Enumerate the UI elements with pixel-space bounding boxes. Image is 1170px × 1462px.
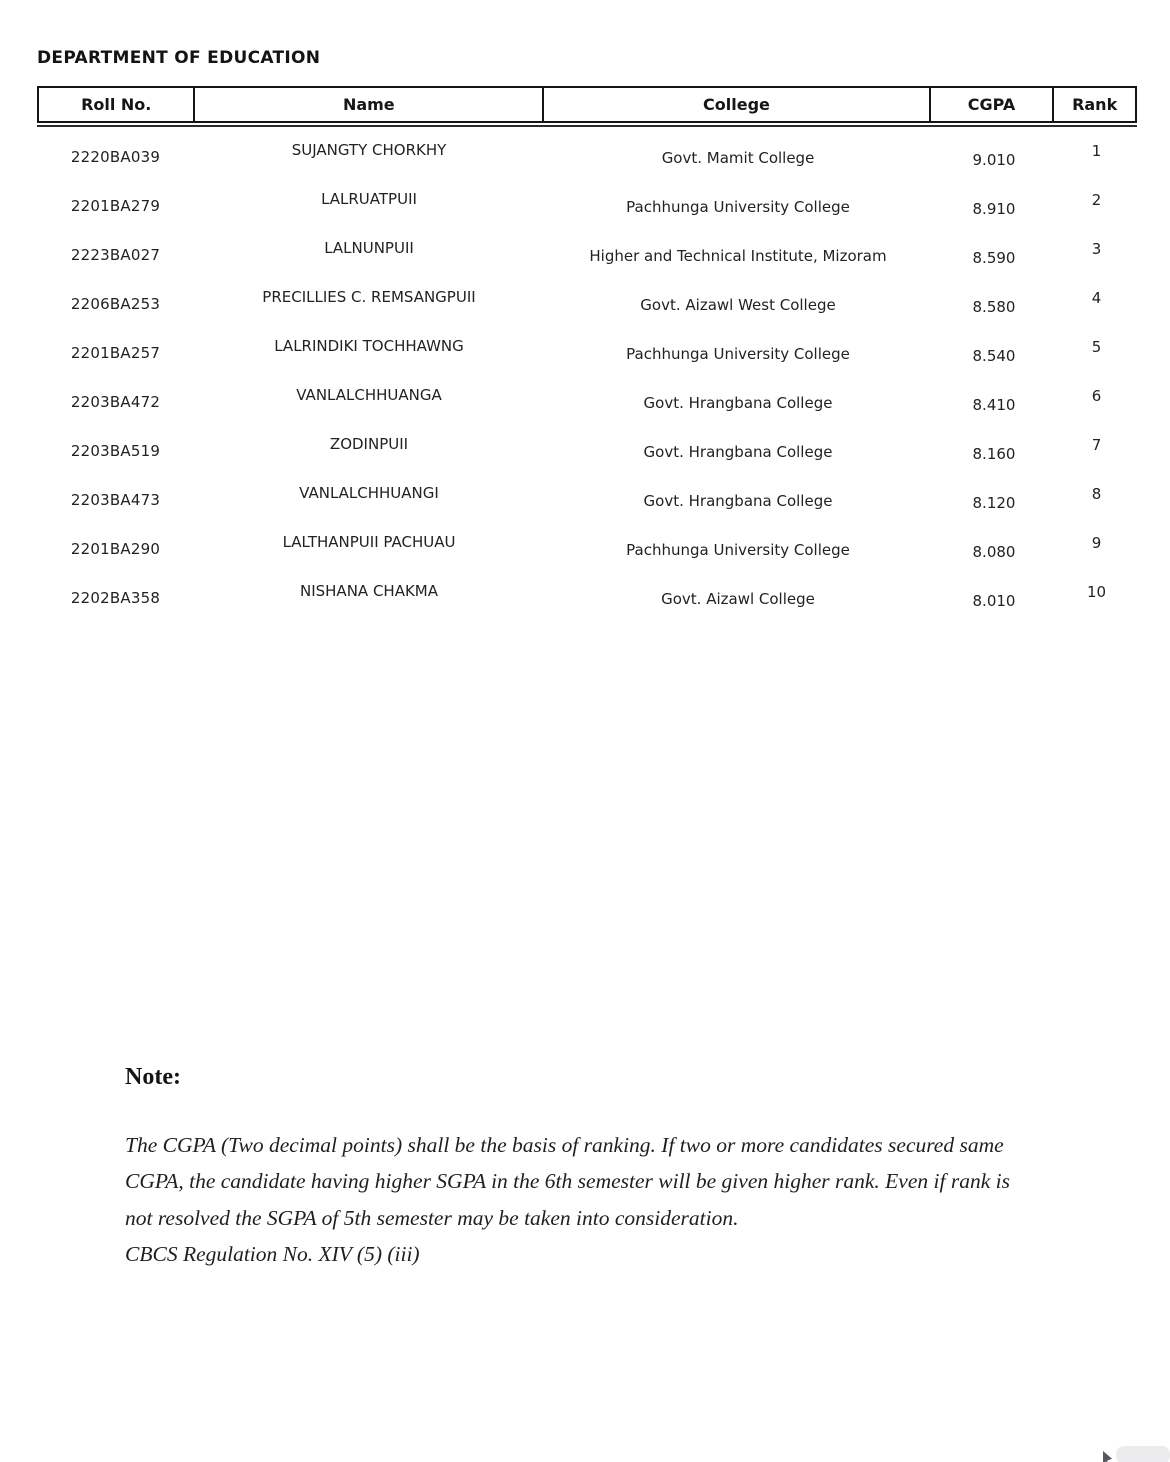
cell-college: Govt. Aizawl West College xyxy=(640,296,836,314)
cell-name: LALRINDIKI TOCHHAWNG xyxy=(274,337,464,355)
cell-rank: 9 xyxy=(1091,534,1102,552)
cell-college: Higher and Technical Institute, Mizoram xyxy=(589,247,887,265)
table-row xyxy=(37,478,1137,527)
table-row xyxy=(37,135,1137,184)
cell-rank: 5 xyxy=(1091,338,1102,356)
cell-name: ZODINPUII xyxy=(329,435,409,453)
col-header-cgpa: CGPA xyxy=(931,88,1055,121)
cell-rank: 10 xyxy=(1086,583,1107,601)
table-row xyxy=(37,527,1137,576)
cell-cgpa: 8.410 xyxy=(972,396,1016,414)
note-line: CGPA, the candidate having higher SGPA in the 6th semester will be given higher rank. Even if rank is xyxy=(125,1169,1010,1194)
cell-name: LALRUATPUII xyxy=(321,190,417,208)
table-body xyxy=(37,135,1137,625)
col-header-college: College xyxy=(544,88,931,121)
cell-college: Pachhunga University College xyxy=(626,198,850,216)
cell-name: VANLALCHHUANGI xyxy=(299,484,439,502)
col-header-name: Name xyxy=(195,88,544,121)
cell-name: VANLALCHHUANGA xyxy=(296,386,442,404)
cell-college: Pachhunga University College xyxy=(626,345,850,363)
table-row xyxy=(37,576,1137,625)
cell-cgpa: 8.010 xyxy=(972,592,1016,610)
cell-rank: 6 xyxy=(1091,387,1102,405)
cell-roll-no: 2202BA358 xyxy=(70,589,161,607)
cell-roll-no: 2203BA473 xyxy=(70,491,161,509)
cell-college: Govt. Hrangbana College xyxy=(643,492,833,510)
cell-rank: 8 xyxy=(1091,485,1102,503)
cell-college: Govt. Hrangbana College xyxy=(643,443,833,461)
cell-name: LALTHANPUII PACHUAU xyxy=(282,533,456,551)
cell-rank: 4 xyxy=(1091,289,1102,307)
cell-cgpa: 8.590 xyxy=(972,249,1016,267)
cell-college: Pachhunga University College xyxy=(626,541,850,559)
note-title: Note: xyxy=(125,1064,181,1090)
cell-roll-no: 2223BA027 xyxy=(70,246,161,264)
note-citation: CBCS Regulation No. XIV (5) (iii) xyxy=(125,1242,420,1267)
cell-roll-no: 2201BA257 xyxy=(70,344,161,362)
cell-roll-no: 2201BA279 xyxy=(70,197,161,215)
mouse-cursor-icon xyxy=(1103,1451,1112,1462)
cell-roll-no: 2203BA519 xyxy=(70,442,161,460)
cell-cgpa: 9.010 xyxy=(972,151,1016,169)
cell-college: Govt. Mamit College xyxy=(661,149,815,167)
table-header-row xyxy=(37,86,1137,123)
table-row xyxy=(37,331,1137,380)
table-row xyxy=(37,184,1137,233)
cell-roll-no: 2203BA472 xyxy=(70,393,161,411)
cell-name: NISHANA CHAKMA xyxy=(299,582,438,600)
table-row xyxy=(37,429,1137,478)
note-body xyxy=(125,1127,1010,1273)
header-underline xyxy=(37,125,1137,127)
rank-table xyxy=(37,86,1137,625)
cell-roll-no: 2201BA290 xyxy=(70,540,161,558)
note-line: The CGPA (Two decimal points) shall be the basis of ranking. If two or more candidates secured same xyxy=(125,1133,1004,1157)
cell-cgpa: 8.580 xyxy=(972,298,1016,316)
cell-college: Govt. Aizawl College xyxy=(661,590,815,608)
cell-roll-no: 2206BA253 xyxy=(70,295,161,313)
cell-roll-no: 2220BA039 xyxy=(70,148,161,166)
table-row xyxy=(37,233,1137,282)
cell-cgpa: 8.120 xyxy=(972,494,1016,512)
note-line: not resolved the SGPA of 5th semester may be taken into consideration. xyxy=(125,1205,739,1230)
cell-cgpa: 8.080 xyxy=(972,543,1016,561)
cell-cgpa: 8.910 xyxy=(972,200,1016,218)
cell-name: SUJANGTY CHORKHY xyxy=(291,141,447,159)
cell-rank: 3 xyxy=(1091,240,1102,258)
table-row xyxy=(37,380,1137,429)
page-title: DEPARTMENT OF EDUCATION xyxy=(37,48,321,68)
cell-cgpa: 8.160 xyxy=(972,445,1016,463)
cell-cgpa: 8.540 xyxy=(972,347,1016,365)
cell-college: Govt. Hrangbana College xyxy=(643,394,833,412)
cell-name: PRECILLIES C. REMSANGPUII xyxy=(262,288,476,306)
cell-name: LALNUNPUII xyxy=(324,239,414,257)
cell-rank: 2 xyxy=(1091,191,1102,209)
cell-rank: 1 xyxy=(1091,142,1102,160)
col-header-roll-no: Roll No. xyxy=(39,88,195,121)
table-row xyxy=(37,282,1137,331)
cell-rank: 7 xyxy=(1091,436,1102,454)
col-header-rank: Rank xyxy=(1072,95,1118,114)
cursor-shadow-artifact xyxy=(1116,1446,1170,1462)
